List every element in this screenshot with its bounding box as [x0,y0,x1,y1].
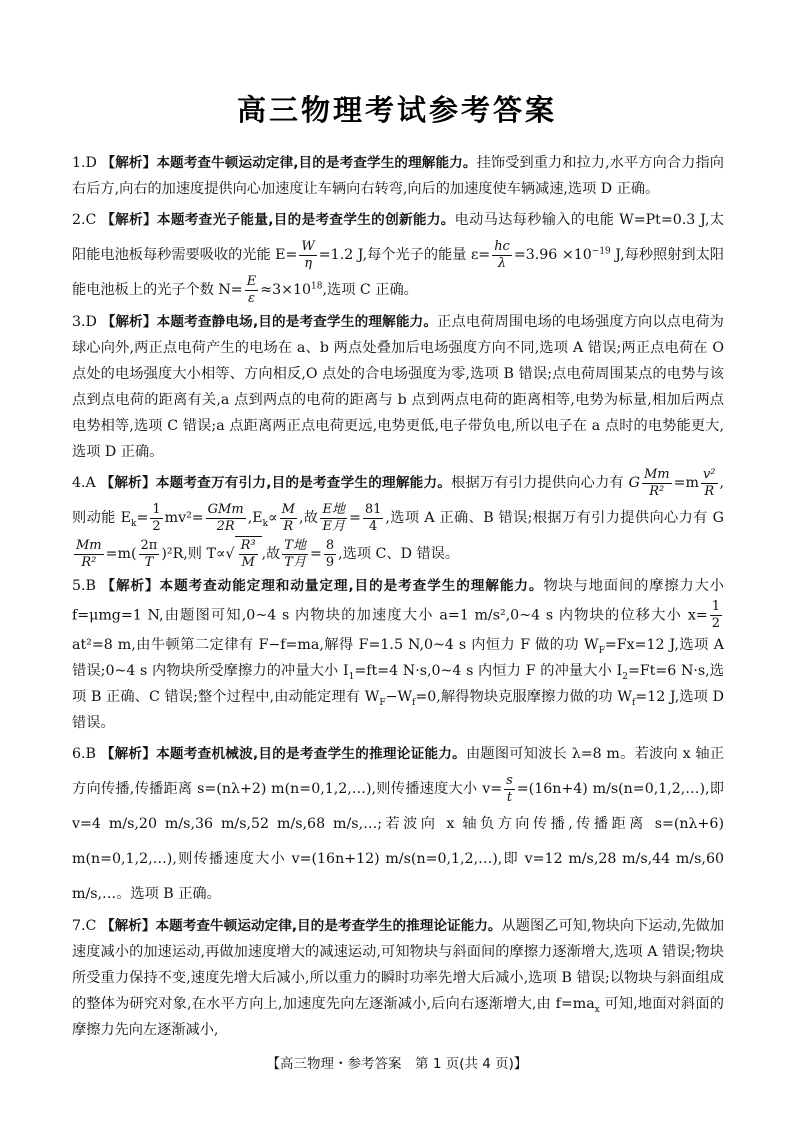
answer-list [72,150,724,1044]
fraction: $\frac{\text{v²}}{R}$ [702,466,716,499]
fraction: $\frac{81}{4}$ [364,501,382,534]
answer-lead: 本题考查机械波,目的是考查学生的推理论证能力。 [156,746,466,762]
analysis-tag: 【解析】 [100,475,156,491]
answer-label: 1.D [72,155,97,171]
answer-item-4: 4.A 【解析】本题考查万有引力,目的是考查学生的理解能力。根据万有引力提供向心力有 G $\frac{Mm}{\text{R²}}$ =m $\frac{\text{v²}}{R}$ ,则动能 $E_k=$ $\frac{1}{2}$ mv²= $\frac{\text{GMm}}{2R}$ $,E_k\propto$ $\frac{M}{R}$ ,故 $\frac{\text{E地}}{\text{E月}}$ = $\frac{81}{4}$ ,选项 A 正确、B 错误;根据万有引力提供向心力有 G $\frac{Mm}{\text{R²}}$ =m( $\frac{2\pi}{T}$ )²R,则 T∝√ $\frac{\text{R³}}{M}$ ,故 $\frac{\text{T地}}{\text{T月}}$ = $\frac{8}{9}$ ,选项 C、D 错误。 [72,466,724,572]
answer-lead: 本题考查动能定理和动量定理,目的是考查学生的理解能力。 [159,578,544,594]
answer-label: 6.B [72,746,96,762]
fraction: $\frac{Mm}{\text{R²}}$ [643,466,670,499]
answer-item-7: 7.C 【解析】本题考查牛顿运动定律,目的是考查学生的推理论证能力。从题图乙可知,物块向下运动,先做加速度减小的加速运动,再做加速度增大的减速运动,可知物块与斜面间的摩擦力逐渐增大,选项 A 错误;物块所受重力保持不变,速度先增大后减小,所以重力的瞬时功率先增大后减小,选项 B 错误;以物块与斜面组成的整体为研究对象,在水平方向上,加速度先向左逐渐减小,后向右逐渐增大,由 $f=ma_x$ 可知,地面对斜面的摩擦力先向左逐渐减小, [72,918,725,1038]
fraction: $\frac{8}{9}$ [325,537,335,570]
answer-label: 7.C [72,918,97,934]
fraction: $\frac{Mm}{\text{R²}}$ [76,537,102,570]
answer-lead: 本题考查牛顿运动定律,目的是考查学生的推理论证能力。 [155,918,502,934]
answer-text: 正点电荷周围电场的电场强度方向以点电荷为球心向外,两正点电荷产生的电场在 a、b 两点处叠加后电场强度方向不同,选项 A 错误;两正点电荷在 O 点处的电场强度大小相等、方向相反,O 点处的合电场强度为零,选项 B 错误;点电荷周围某点的电势与该点到点电荷的距离有关,a 点到两点的电荷的距离与 b 点到两点电荷的距离相等,电势为标量,相加后两点电势相等,选项 C 错误;a 点距离两正点电荷更远,电势更低,电子带负电,所以电子在 a 点时的电势能更大,选项 D 正确。 [72,314,724,460]
sqrt: √ $\frac{\text{R³}}{M}$ [226,536,262,572]
page-footer: 【高三物理・参考答案 第 1 页(共 4 页)】 [266,1056,528,1072]
answer-label: 3.D [72,314,97,330]
answer-label: 2.C [72,212,97,228]
answer-lead: 本题考查万有引力,目的是考查学生的理解能力。 [155,475,452,491]
answer-lead: 本题考查牛顿运动定律,目的是考查学生的理解能力。 [156,155,477,171]
analysis-tag: 【解析】 [100,746,157,762]
analysis-tag: 【解析】 [101,314,157,330]
fraction: $\frac{W}{\eta}$ [301,238,315,271]
fraction: $\frac{\text{T地}}{\text{T月}}$ [284,537,306,570]
answer-lead: 本题考查光子能量,目的是考查学生的创新能力。 [156,212,455,228]
answer-lead: 本题考查静电场,目的是考查学生的理解能力。 [156,314,438,330]
answer-item-6: 6.B 【解析】本题考查机械波,目的是考查学生的推理论证能力。由题图可知波长 λ=8 m。若波向 x 轴正方向传播,传播距离 s=(nλ+2) m(n=0,1,2,…),则传播速度大小 v= $\frac{s}{t}$ =(16n+4) m/s(n=0,1,2,…),即 v=4 m/s,20 m/s,36 m/s,52 m/s,68 m/s,…;若波向 x 轴负方向传播,传播距离 s=(nλ+6) m(n=0,1,2,…),则传播速度大小 v=(16n+12) m/s(n=0,1,2,…),即 v=12 m/s,28 m/s,44 m/s,60 m/s,…。选项 B 正确。 [72,746,725,902]
answer-text: 挂饰受到重力和拉力,水平方向合力指向右后方,向右的加速度提供向心加速度让车辆向右转弯,向后的加速度使车辆减速,选项 D 正确。 [72,155,724,197]
fraction: $\frac{s}{t}$ [506,772,513,805]
fraction: $\frac{2\pi}{T}$ [140,537,158,570]
analysis-tag: 【解析】 [101,155,157,171]
fraction: $\frac{\text{GMm}}{2R}$ [207,501,244,534]
answer-item-2: 2.C 【解析】本题考查光子能量,目的是考查学生的创新能力。电动马达每秒输入的电能 W=Pt=0.3 J,太阳能电池板每秒需要吸收的光能 E= $\frac{W}{\eta}$ =1.2 J,每个光子的能量 ε= $\frac{hc}{\lambda}$ $=3.96 \times 10^{-19}$ J,每秒照射到太阳能电池板上的光子个数 N= $\frac{E}{\varepsilon}$ $\approx 3\times 10^{18}$,选项 C 正确。 [72,212,724,306]
fraction: $\frac{\text{R³}}{M}$ [240,537,256,570]
fraction: $\frac{M}{R}$ [281,501,295,534]
analysis-tag: 【解析】 [101,212,157,228]
answer-item-1 [72,150,724,202]
answer-item-3 [72,309,724,465]
answer-text: 电动马达每秒输入的电能 W=Pt=0.3 J,太阳能电池板每秒需要吸收的光能 E= [72,212,724,263]
fraction: $\frac{1}{2}$ [711,599,720,631]
answer-label: 4.A [72,475,96,491]
fraction: $\frac{hc}{\lambda}$ [494,238,510,271]
fraction: $\frac{1}{2}$ [152,501,161,534]
answer-label: 5.B [72,578,96,594]
analysis-tag: 【解析】 [101,578,160,594]
answer-item-5: 5.B 【解析】本题考查动能定理和动量定理,目的是考查学生的理解能力。物块与地面间的摩擦力大小 f=μmg=1 N,由题图可知,0~4 s 内物块的加速度大小 a=1 m/s²,0~4 s 内物块的位移大小 x= $\frac{1}{2}$ at²=8 m,由牛顿第二定律有 F−f=ma,解得 F=1.5 N,0~4 s 内恒力 F 做的功 $W_F=Fx=12$ J,选项 A 错误;0~4 s 内物块所受摩擦力的冲量大小 $I_1=ft=4$ N·s,0~4 s 内恒力 F 的冲量大小 $I_2=Ft=6$ N·s,选项 B 正确、C 错误;整个过程中,由动能定理有 $W_F-W_f=0$,解得物块克服摩擦力做的功 $W_f=12$ J,选项 D 错误。 [72,578,724,731]
fraction: $\frac{E}{\varepsilon}$ [246,273,257,306]
analysis-tag: 【解析】 [100,918,156,934]
fraction: $\frac{\text{E地}}{\text{E月}}$ [322,501,345,534]
page-title: 高三物理考试参考答案 [236,93,557,127]
